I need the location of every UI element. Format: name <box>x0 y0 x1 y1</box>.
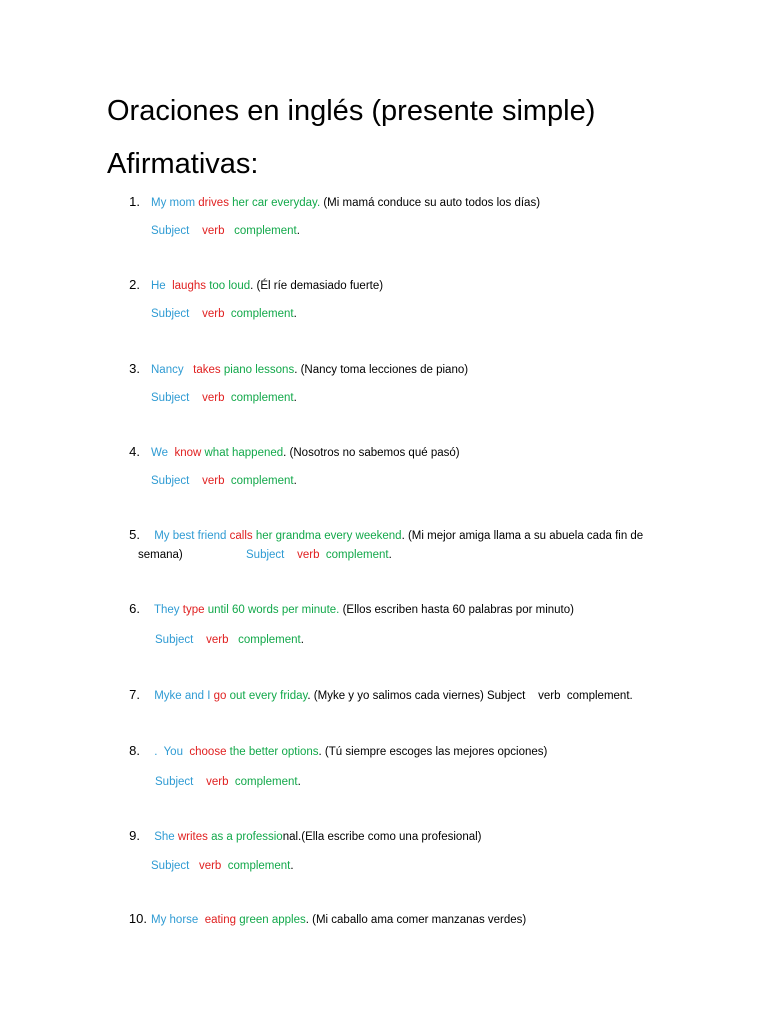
complement-text: complement <box>227 308 294 320</box>
plain-text: . <box>300 634 304 646</box>
grammar-labels <box>151 473 297 489</box>
grammar-labels <box>151 306 297 322</box>
subject-text: We <box>151 447 172 459</box>
complement-text: complement <box>227 475 294 487</box>
grammar-labels <box>151 858 294 874</box>
list-number: 9. <box>129 828 140 843</box>
grammar-labels <box>246 547 392 563</box>
sentence-line <box>151 602 574 618</box>
complement-text: green apples <box>239 914 306 926</box>
plain-text: . (Él ríe demasiado fuerte) <box>250 280 384 292</box>
complement-text: complement <box>224 860 291 872</box>
verb-text: choose <box>186 746 230 758</box>
complement-text: the better options <box>229 746 319 758</box>
list-number: 10. <box>128 911 147 926</box>
subject-text: Nancy <box>151 364 187 376</box>
complement-text: complement <box>227 225 297 237</box>
plain-text: . <box>297 776 301 788</box>
grammar-labels <box>151 390 297 406</box>
grammar-labels <box>151 223 300 239</box>
plain-text: . (Myke y yo salimos cada viernes) Subject verb complement. <box>307 690 633 702</box>
sentence-line <box>151 744 547 760</box>
sentence-line <box>151 528 643 544</box>
plain-text: . <box>296 225 300 237</box>
grammar-labels <box>155 774 301 790</box>
list-number: 8. <box>129 743 140 758</box>
verb-text: verb <box>192 475 228 487</box>
section-heading: Afirmativas: <box>107 148 259 180</box>
plain-text: . <box>388 549 392 561</box>
complement-text: until 60 words per minute. <box>207 604 340 616</box>
verb-text: verb <box>192 392 228 404</box>
sentence-line <box>151 912 526 928</box>
subject-text: They <box>151 604 183 616</box>
plain-text: . <box>293 392 297 404</box>
verb-text: drives <box>198 197 233 209</box>
verb-text: verb <box>192 860 225 872</box>
plain-text: nal.(Ella escribe como una profesional) <box>282 831 482 843</box>
sentence-line <box>151 829 482 845</box>
sentence-line <box>151 445 460 461</box>
subject-text: He <box>151 280 169 292</box>
grammar-labels <box>155 632 304 648</box>
subject-text: My horse <box>151 914 202 926</box>
sentence-continuation: semana) <box>138 549 183 561</box>
list-number: 4. <box>129 444 140 459</box>
verb-text: type <box>182 604 208 616</box>
verb-text: eating <box>201 914 240 926</box>
plain-text: . (Mi mejor amiga llama a su abuela cada fin de <box>401 530 644 542</box>
list-number: 6. <box>129 601 140 616</box>
verb-text: verb <box>196 634 232 646</box>
complement-text: her car everyday. <box>232 197 321 209</box>
verb-text: writes <box>177 831 212 843</box>
subject-text: My mom <box>151 197 199 209</box>
page-title: Oraciones en inglés (presente simple) <box>107 95 596 127</box>
plain-text: . (Tú siempre escoges las mejores opciones) <box>318 746 548 758</box>
plain-text: . <box>290 860 294 872</box>
complement-text: piano lessons <box>223 364 295 376</box>
verb-text: go <box>213 690 230 702</box>
complement-text: as a professio <box>211 831 283 843</box>
complement-text: complement <box>227 392 294 404</box>
sentence-line <box>151 195 540 211</box>
complement-text: what happened <box>204 447 284 459</box>
plain-text: . (Nancy toma lecciones de piano) <box>294 364 469 376</box>
list-number: 2. <box>129 277 140 292</box>
plain-text: (Mi mamá conduce su auto todos los días) <box>320 197 541 209</box>
subject-text: She <box>151 831 178 843</box>
plain-text: . (Nosotros no sabemos qué pasó) <box>283 447 460 459</box>
subject-text: Subject <box>151 392 193 404</box>
verb-text: know <box>171 447 205 459</box>
subject-text: My best friend <box>151 530 230 542</box>
complement-text: her grandma every weekend <box>255 530 402 542</box>
plain-text: . <box>293 308 297 320</box>
list-number: 5. <box>129 527 140 542</box>
subject-text: . You <box>151 746 187 758</box>
plain-text: (Ellos escriben hasta 60 palabras por minuto) <box>339 604 574 616</box>
subject-text: Subject <box>246 549 288 561</box>
verb-text: takes <box>186 364 224 376</box>
complement-text: complement <box>231 776 298 788</box>
list-number: 7. <box>129 687 140 702</box>
subject-text: Subject <box>151 475 193 487</box>
plain-text: . <box>293 475 297 487</box>
plain-text: . (Mi caballo ama comer manzanas verdes) <box>305 914 527 926</box>
sentence-line <box>151 362 468 378</box>
list-number: 1. <box>129 194 140 209</box>
verb-text: verb <box>192 225 228 237</box>
complement-text: complement <box>231 634 301 646</box>
subject-text: Subject <box>151 308 193 320</box>
list-number: 3. <box>129 361 140 376</box>
verb-text: laughs <box>168 280 210 292</box>
verb-text: verb <box>192 308 228 320</box>
sentence-line <box>151 278 383 294</box>
verb-text: verb <box>196 776 232 788</box>
verb-text: verb <box>287 549 323 561</box>
subject-text: Myke and I <box>151 690 214 702</box>
subject-text: Subject <box>155 776 197 788</box>
verb-text: calls <box>229 530 256 542</box>
complement-text: complement <box>322 549 389 561</box>
complement-text: out every friday <box>229 690 308 702</box>
subject-text: Subject <box>151 860 193 872</box>
sentence-line <box>151 688 633 704</box>
complement-text: too loud <box>209 280 251 292</box>
subject-text: Subject <box>151 225 193 237</box>
subject-text: Subject <box>155 634 197 646</box>
